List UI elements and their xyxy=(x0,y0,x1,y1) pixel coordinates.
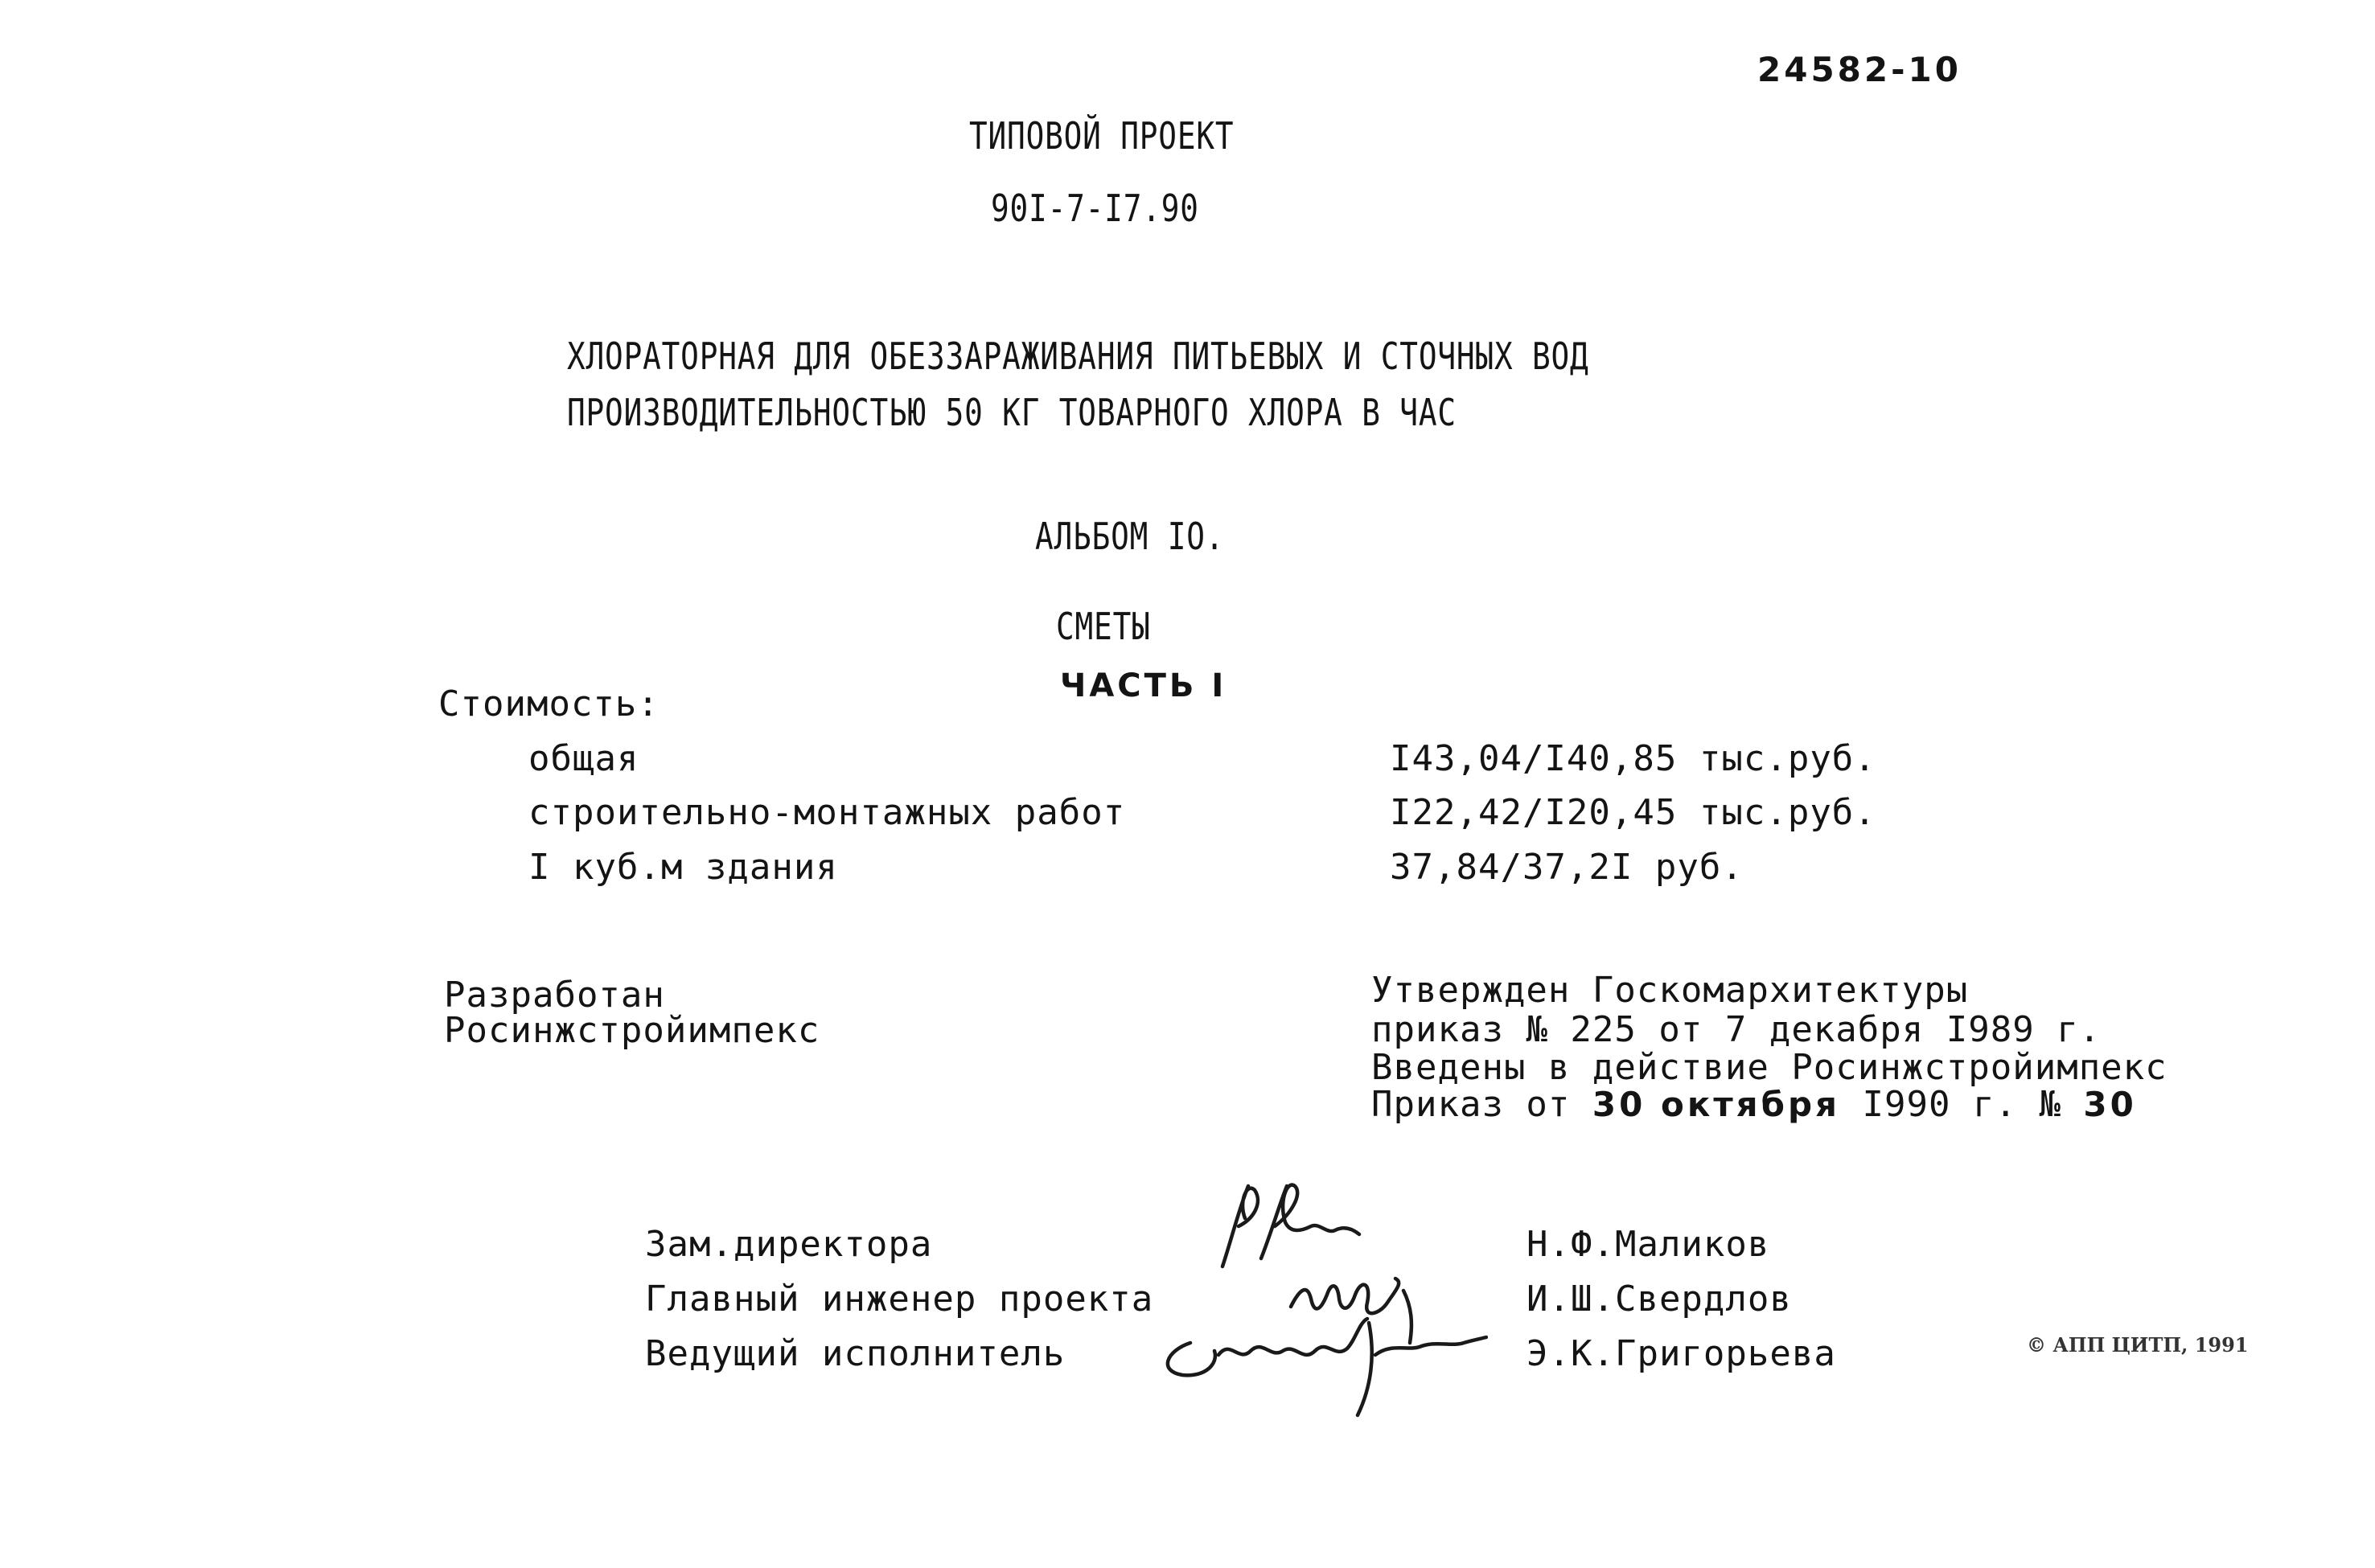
approval-line-4 xyxy=(1371,1084,2137,1125)
approval-line-2: приказ № 225 от 7 декабря I989 г. xyxy=(1371,1009,2102,1050)
album-label: АЛЬБОМ IO. xyxy=(1035,515,1225,558)
cost-heading: Стоимость: xyxy=(438,683,659,724)
copyright-mark: © АПП ЦИТП, 1991 xyxy=(2027,1333,2249,1357)
cost-row-label: общая xyxy=(528,738,639,779)
project-code: 90I-7-I7.90 xyxy=(991,187,1199,230)
signatory-role: Главный инженер проекта xyxy=(645,1279,1154,1320)
approval-order-year: I990 г. № xyxy=(1840,1084,2084,1125)
developer-organization: Росинжстройимпекс xyxy=(444,1010,820,1051)
cost-row-label: I куб.м здания xyxy=(528,847,838,888)
signatory-role: Зам.директора xyxy=(645,1224,933,1265)
cost-row-label: строительно-монтажных работ xyxy=(528,792,1126,833)
signature-lead-executor xyxy=(1142,1307,1488,1427)
signatory-name: И.Ш.Свердлов xyxy=(1526,1279,1792,1320)
cost-row-value: 37,84/37,2I руб. xyxy=(1390,847,1744,888)
section-label: СМЕТЫ xyxy=(1056,605,1151,648)
approval-line-1: Утвержден Госкомархитектуры xyxy=(1371,970,1969,1011)
project-type-heading: ТИПОВОЙ ПРОЕКТ xyxy=(969,114,1235,158)
approval-order-number: 30 xyxy=(2083,1085,2137,1124)
document-number: 24582-10 xyxy=(1757,50,1962,89)
approval-order-date: 30 октября xyxy=(1592,1085,1841,1124)
signatory-name: Э.К.Григорьева xyxy=(1526,1333,1836,1374)
signatory-role: Ведущий исполнитель xyxy=(645,1333,1066,1374)
part-label: ЧАСТЬ I xyxy=(1060,667,1227,704)
signatory-name: Н.Ф.Маликов xyxy=(1526,1224,1770,1265)
approval-line-3: Введены в действие Росинжстройимпекс xyxy=(1371,1047,2167,1088)
project-title-line-2: ПРОИЗВОДИТЕЛЬНОСТЬЮ 50 КГ ТОВАРНОГО ХЛОРА В ЧАС xyxy=(567,391,1457,434)
project-title-line-1: ХЛОРАТОРНАЯ ДЛЯ ОБЕЗЗАРАЖИВАНИЯ ПИТЬЕВЫХ И СТОЧНЫХ ВОД xyxy=(567,335,1589,378)
cost-row-value: I43,04/I40,85 тыс.руб. xyxy=(1390,738,1876,779)
cost-row-value: I22,42/I20,45 тыс.руб. xyxy=(1390,792,1876,833)
approval-order-prefix: Приказ от xyxy=(1371,1084,1592,1125)
developer-label: Разработан xyxy=(444,975,665,1016)
